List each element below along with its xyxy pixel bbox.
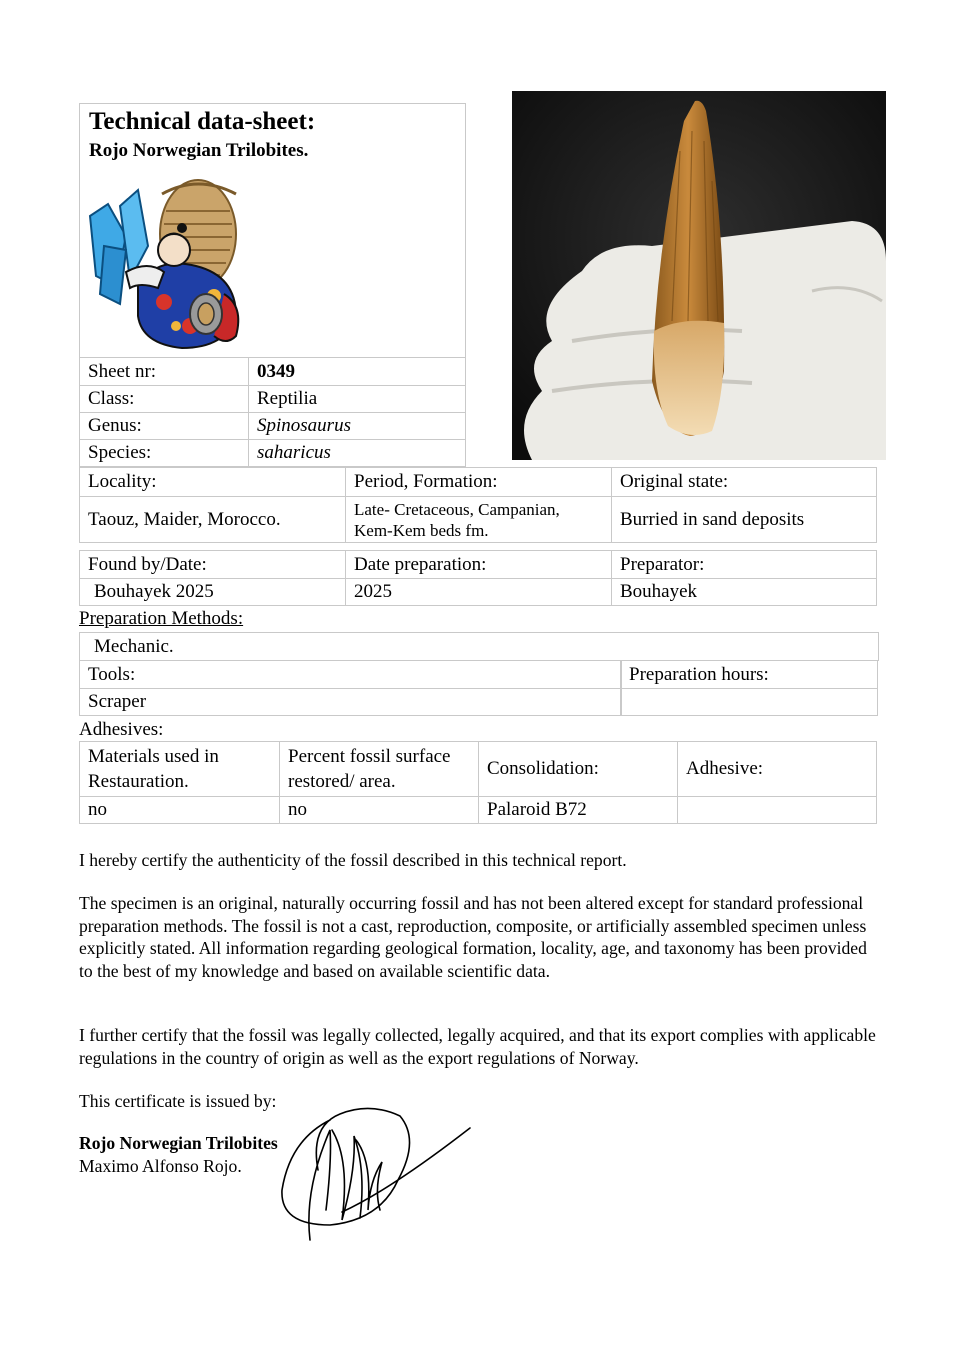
date-prep-value: 2025 bbox=[345, 578, 612, 606]
certify-paragraph-3: I further certify that the fossil was legally collected, legally acquired, and that its export complies with applicable regulations in the country of origin as well as the export regulations of Norway. bbox=[79, 1025, 876, 1068]
state-label: Original state: bbox=[611, 467, 877, 497]
genus-value: Spinosaurus bbox=[248, 412, 466, 440]
preparator-value: Bouhayek bbox=[611, 578, 877, 606]
preparator-label: Preparator: bbox=[611, 550, 877, 579]
hours-value bbox=[620, 688, 878, 716]
state-value: Burried in sand deposits bbox=[611, 496, 877, 543]
species-label: Species: bbox=[79, 439, 249, 467]
issuer-person: Maximo Alfonso Rojo. bbox=[79, 1156, 242, 1176]
percent-label bbox=[279, 741, 479, 797]
materials-label-line-2: Restauration. bbox=[88, 771, 189, 792]
fossil-photo bbox=[512, 91, 886, 460]
class-label: Class: bbox=[79, 385, 249, 413]
signature bbox=[270, 1100, 480, 1250]
genus-label: Genus: bbox=[79, 412, 249, 440]
hours-label: Preparation hours: bbox=[620, 660, 878, 689]
sheet-nr-label: Sheet nr: bbox=[79, 357, 249, 386]
sheet-subtitle: Rojo Norwegian Trilobites. bbox=[89, 140, 309, 161]
samurai-trilobite-crystal-logo-icon bbox=[86, 176, 246, 352]
percent-label-line-1: Percent fossil surface bbox=[288, 746, 451, 767]
methods-value: Mechanic. bbox=[79, 632, 879, 661]
company-logo bbox=[86, 176, 246, 352]
date-prep-label: Date preparation: bbox=[345, 550, 612, 579]
tools-value: Scraper bbox=[79, 688, 622, 716]
tools-label: Tools: bbox=[79, 660, 622, 689]
locality-label: Locality: bbox=[79, 467, 346, 497]
period-value bbox=[345, 496, 612, 543]
percent-value: no bbox=[279, 796, 479, 824]
locality-value: Taouz, Maider, Morocco. bbox=[79, 496, 346, 543]
species-value: saharicus bbox=[248, 439, 466, 467]
adhesives-heading: Adhesives: bbox=[79, 719, 164, 740]
period-label: Period, Formation: bbox=[345, 467, 612, 497]
percent-label-line-2: restored/ area. bbox=[288, 771, 396, 792]
found-label: Found by/Date: bbox=[79, 550, 346, 579]
certify-paragraph-1: I hereby certify the authenticity of the fossil described in this technical report. bbox=[79, 850, 627, 870]
consolidation-value: Palaroid B72 bbox=[478, 796, 678, 824]
adhesive-label: Adhesive: bbox=[677, 741, 877, 797]
materials-label bbox=[79, 741, 280, 797]
sheet-title: Technical data-sheet: bbox=[89, 108, 316, 135]
preparation-methods-heading: Preparation Methods: bbox=[79, 608, 244, 629]
sheet-nr-value: 0349 bbox=[248, 357, 466, 386]
found-value: Bouhayek 2025 bbox=[79, 578, 346, 606]
class-value: Reptilia bbox=[248, 385, 466, 413]
period-value-line-1: Late- Cretaceous, Campanian, bbox=[354, 499, 560, 519]
certify-paragraph-2: The specimen is an original, naturally occurring fossil and has not been altered except for standard professional preparation methods. The fossil is not a cast, reproduction, composite, or artificially assembled specimen unless explicitly stated. All information regarding geological formation, locality, age, and taxonomy has been provided to the best of my knowledge and based on available scientific data. bbox=[79, 893, 867, 981]
consolidation-label: Consolidation: bbox=[478, 741, 678, 797]
fossil-tooth-in-gloved-hand-photo-icon bbox=[512, 91, 886, 460]
adhesive-value bbox=[677, 796, 877, 824]
period-value-line-2: Kem-Kem beds fm. bbox=[354, 520, 489, 540]
issued-by: This certificate is issued by: bbox=[79, 1091, 277, 1111]
issuer-company: Rojo Norwegian Trilobites bbox=[79, 1133, 278, 1153]
materials-label-line-1: Materials used in bbox=[88, 746, 219, 767]
materials-value: no bbox=[79, 796, 280, 824]
handwritten-signature-icon bbox=[270, 1100, 480, 1250]
